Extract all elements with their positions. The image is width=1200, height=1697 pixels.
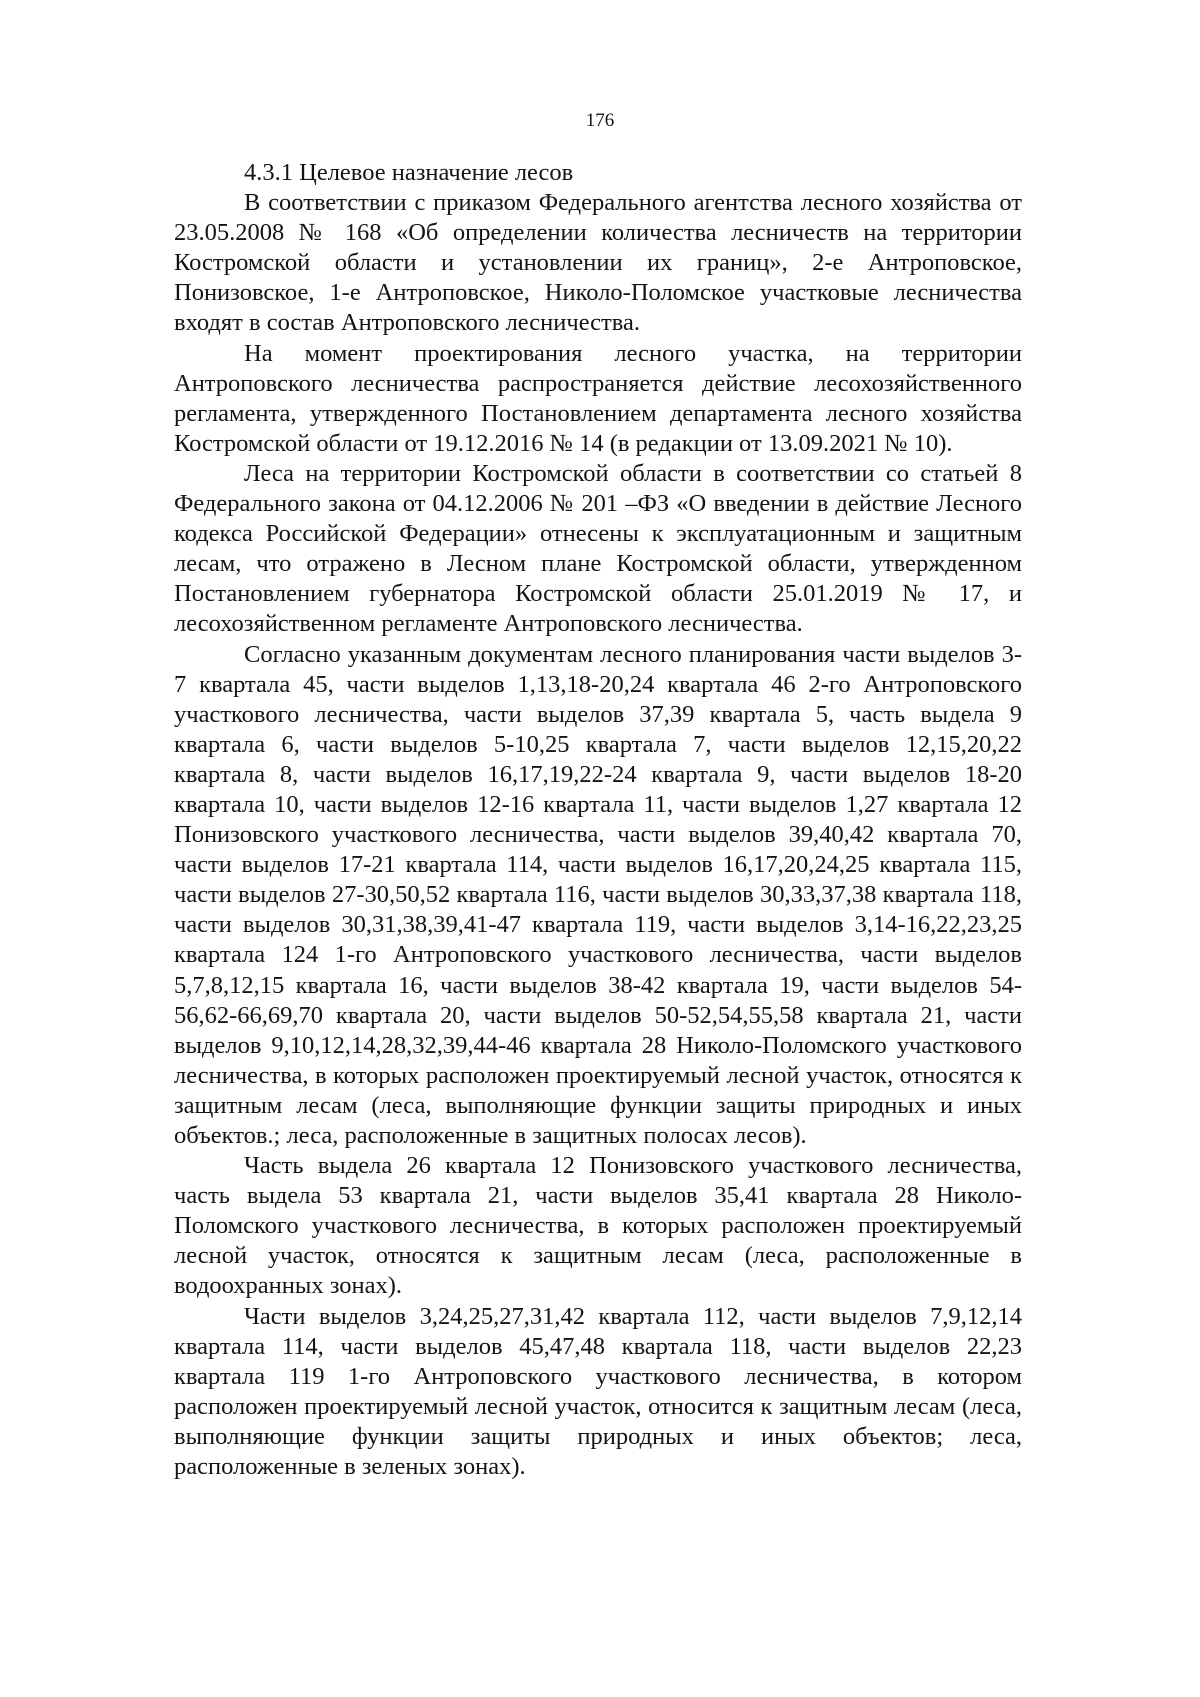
section-title: 4.3.1 Целевое назначение лесов [244,159,574,186]
paragraph-regulation: На момент проектирования лесного участка, на территории Антроповского лесничества распространяется действие лесохозяйственного регламента, утвержденного Постановлением департамента лесного хозяйства Костромской области от 19.12.2016 № 14 (в редакции от 13.09.2021 № 10). [174,339,1022,457]
paragraph-order-reference: В соответствии с приказом Федерального агентства лесного хозяйства от 23.05.2008 № 168 «Об определении количества лесничеств на территории Костромской области и установлении их границ», 2-е Антроповское, Понизовское, 1-е Антроповское, Николо-Поломское участковые лесничества входят в состав Антроповского лесничества. [174,189,1022,337]
page-number: 176 [585,110,615,131]
paragraph-forest-categories: Леса на территории Костромской области в соответствии со статьей 8 Федерального закона от 04.12.2006 № 201 –ФЗ «О введении в действие Лесного кодекса Российской Федерации» отнесены к эксплуатационным и защитным лесам, что отражено в Лесном плане Костромской области, утвержденном Постановлением губернатора Костромской области 25.01.2019 № 17, и лесохозяйственном регламенте Антроповского лесничества. [174,459,1022,638]
document-body [174,158,1022,1482]
paragraph-protective-forests-list: Согласно указанным документам лесного планирования части выделов 3-7 квартала 45, части выделов 1,13,18-20,24 квартала 46 2-го Антроповского участкового лесничества, части выделов 37,39 квартала 5, часть выдела 9 квартала 6, части выделов 5-10,25 квартала 7, части выделов 12,15,20,22 квартала 8, части выделов 16,17,19,22-24 квартала 9, части выделов 18-20 квартала 10, части выделов 12-16 квартала 11, части выделов 1,27 квартала 12 Понизовского участкового лесничества, части выделов 39,40,42 квартала 70, части выделов 17-21 квартала 114, части выделов 16,17,20,24,25 квартала 115, части выделов 27-30,50,52 квартала 116, части выделов 30,33,37,38 квартала 118, части выделов 30,31,38,39,41-47 квартала 119, части выделов 3,14-16,22,23,25 квартала 124 1-го Антроповского участкового лесничества, части выделов 5,7,8,12,15 квартала 16, части выделов 38-42 квартала 19, части выделов 54-56,62-66,69,70 квартала 20, части выделов 50-52,54,55,58 квартала 21, части выделов 9,10,12,14,28,32,39,44-46 квартала 28 Николо-Поломского участкового лесничества, в которых расположен проектируемый лесной участок, относятся к защитным лесам (леса, выполняющие функции защиты природных и иных объектов.; леса, расположенные в защитных полосах лесов). [174,640,1022,1149]
paragraph-green-zones: Части выделов 3,24,25,27,31,42 квартала 112, части выделов 7,9,12,14 квартала 114, части выделов 45,47,48 квартала 118, части выделов 22,23 квартала 119 1-го Антроповского участкового лесничества, в котором расположен проектируемый лесной участок, относится к защитным лесам (леса, выполняющие функции защиты природных и иных объектов; леса, расположенные в зеленых зонах). [174,1302,1022,1481]
paragraph-water-protection-zones: Часть выдела 26 квартала 12 Понизовского участкового лесничества, часть выдела 53 квартала 21, части выделов 35,41 квартала 28 Николо-Поломского участкового лесничества, в которых расположен проектируемый лесной участок, относятся к защитным лесам (леса, расположенные в водоохранных зонах). [174,1152,1022,1300]
